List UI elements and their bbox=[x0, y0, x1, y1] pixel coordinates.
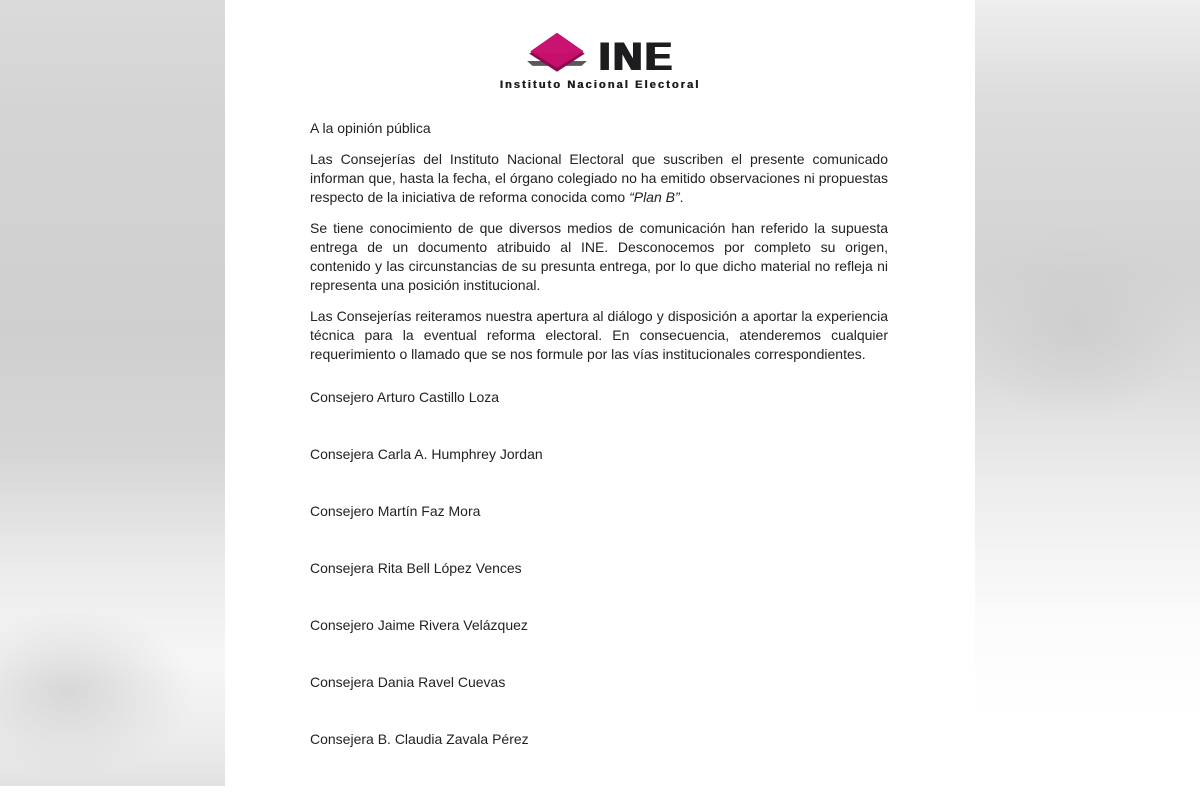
ine-logo bbox=[225, 30, 975, 91]
document-page bbox=[225, 0, 975, 800]
signature-name: Consejero Martín Faz Mora bbox=[310, 503, 481, 519]
ine-ballot-diamond-icon bbox=[525, 30, 589, 75]
background-blur-right bbox=[975, 0, 1200, 720]
signature-list bbox=[310, 388, 888, 749]
signature-name: Consejero Jaime Rivera Velázquez bbox=[310, 617, 528, 633]
paragraph-1-text: Las Consejerías del Instituto Nacional Electoral que suscriben el presente comunicado informan que, hasta la fecha, el órgano colegiado no ha emitido observaciones ni propuestas respecto de la iniciativa de reforma conocida como bbox=[310, 151, 888, 205]
background-blur-left bbox=[0, 0, 226, 786]
paragraph-2-text: Se tiene conocimiento de que diversos medios de comunicación han referido la supuesta entrega de un documento atribuido al INE. Desconocemos por completo su origen, contenido y las circunstancias de su presunta entrega, por lo que dicho material no refleja ni representa una posición institucional. bbox=[310, 220, 888, 293]
paragraph-3-text: Las Consejerías reiteramos nuestra apertura al diálogo y disposición a aportar la experiencia técnica para la eventual reforma electoral. En consecuencia, atenderemos cualquier requerimiento o llamado que se nos formule por las vías institucionales correspondientes. bbox=[310, 308, 888, 362]
ine-subtitle: Instituto Nacional Electoral bbox=[499, 79, 701, 91]
paragraph-1 bbox=[310, 150, 888, 207]
signature-name: Consejera B. Claudia Zavala Pérez bbox=[310, 731, 529, 747]
letter-body bbox=[310, 119, 888, 749]
paragraph-1-after: . bbox=[679, 189, 684, 205]
ine-acronym: INE bbox=[599, 34, 675, 79]
signature-name: Consejero Arturo Castillo Loza bbox=[310, 389, 500, 405]
salutation: A la opinión pública bbox=[310, 120, 431, 136]
signature-name: Consejera Dania Ravel Cuevas bbox=[310, 674, 506, 690]
signature-name: Consejera Rita Bell López Vences bbox=[310, 560, 522, 576]
signature-name: Consejera Carla A. Humphrey Jordan bbox=[310, 446, 543, 462]
paragraph-1-italic: “Plan B” bbox=[629, 189, 680, 205]
paragraph-3 bbox=[310, 307, 888, 364]
paragraph-2 bbox=[310, 219, 888, 295]
ine-logo-row bbox=[525, 30, 675, 79]
